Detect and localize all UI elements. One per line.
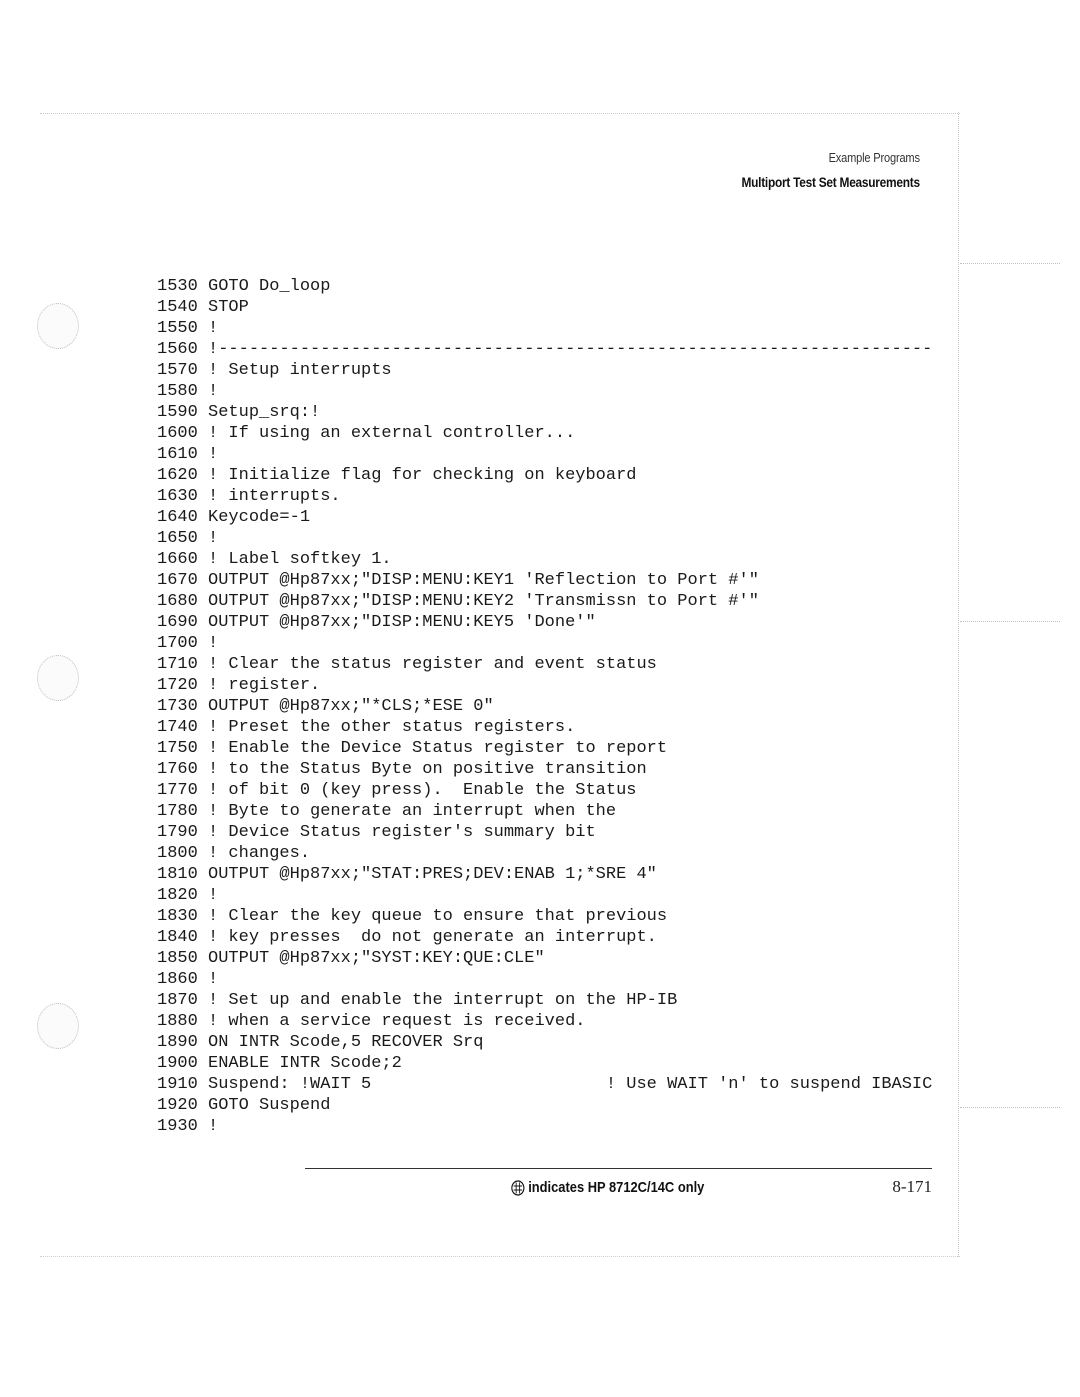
code-line: 1620 ! Initialize flag for checking on keyboard — [157, 466, 637, 485]
code-line: 1830 ! Clear the key queue to ensure that previous — [157, 907, 668, 926]
code-line: 1870 ! Set up and enable the interrupt on the HP-IB — [157, 991, 678, 1010]
code-line: 1670 OUTPUT @Hp87xx;"DISP:MENU:KEY1 'Reflection to Port #'" — [157, 571, 759, 590]
code-line: 1820 ! — [157, 886, 219, 905]
right-margin-rule — [958, 112, 959, 1257]
code-line: 1860 ! — [157, 970, 219, 989]
code-line: 1650 ! — [157, 529, 219, 548]
code-line: 1930 ! — [157, 1117, 219, 1136]
code-line: 1910 Suspend: !WAIT 5 ! Use WAIT 'n' to suspend IBASIC — [157, 1075, 933, 1094]
code-line: 1730 OUTPUT @Hp87xx;"*CLS;*ESE 0" — [157, 697, 494, 716]
code-line: 1790 ! Device Status register's summary bit — [157, 823, 596, 842]
code-line: 1700 ! — [157, 634, 219, 653]
page-number: 8-171 — [892, 1177, 932, 1196]
code-line: 1840 ! key presses do not generate an interrupt. — [157, 928, 657, 947]
code-line: 1740 ! Preset the other status registers. — [157, 718, 576, 737]
punch-hole — [37, 303, 79, 349]
code-line: 1850 OUTPUT @Hp87xx;"SYST:KEY:QUE:CLE" — [157, 949, 545, 968]
top-border-dots — [40, 113, 960, 114]
tab-mark — [960, 263, 1060, 264]
running-header — [710, 150, 920, 190]
code-line: 1800 ! changes. — [157, 844, 311, 863]
punch-hole — [37, 1003, 79, 1049]
code-line: 1760 ! to the Status Byte on positive transition — [157, 760, 647, 779]
code-line: 1660 ! Label softkey 1. — [157, 550, 392, 569]
bottom-border-dots — [40, 1256, 960, 1257]
code-line: 1590 Setup_srq:! — [157, 403, 321, 422]
code-line: 1570 ! Setup interrupts — [157, 361, 392, 380]
tab-mark — [960, 1107, 1060, 1108]
code-line: 1720 ! register. — [157, 676, 321, 695]
code-line: 1920 GOTO Suspend — [157, 1096, 331, 1115]
code-line: 1680 OUTPUT @Hp87xx;"DISP:MENU:KEY2 'Transmissn to Port #'" — [157, 592, 759, 611]
tab-mark — [960, 621, 1060, 622]
code-line: 1560 !---------------------------------------------------------------------- — [157, 340, 933, 359]
code-line: 1550 ! — [157, 319, 219, 338]
header-section-title: Example Programs — [828, 150, 920, 165]
code-line: 1530 GOTO Do_loop — [157, 277, 331, 296]
code-line: 1770 ! of bit 0 (key press). Enable the Status — [157, 781, 637, 800]
code-line: 1900 ENABLE INTR Scode;2 — [157, 1054, 402, 1073]
code-line: 1600 ! If using an external controller... — [157, 424, 576, 443]
code-line: 1580 ! — [157, 382, 219, 401]
code-line: 1780 ! Byte to generate an interrupt when the — [157, 802, 617, 821]
code-line: 1880 ! when a service request is received. — [157, 1012, 586, 1031]
code-line: 1710 ! Clear the status register and event status — [157, 655, 657, 674]
footer-note-text: indicates HP 8712C/14C only — [528, 1179, 705, 1196]
header-chapter-title: Multiport Test Set Measurements — [741, 174, 920, 190]
code-line: 1750 ! Enable the Device Status register to report — [157, 739, 668, 758]
footer-note — [511, 1179, 704, 1196]
code-line: 1690 OUTPUT @Hp87xx;"DISP:MENU:KEY5 'Done'" — [157, 613, 596, 632]
hp-8712c-14c-symbol-icon — [511, 1180, 525, 1196]
code-line: 1810 OUTPUT @Hp87xx;"STAT:PRES;DEV:ENAB 1;*SRE 4" — [157, 865, 657, 884]
code-line: 1630 ! interrupts. — [157, 487, 341, 506]
punch-hole — [37, 655, 79, 701]
code-line: 1640 Keycode=-1 — [157, 508, 311, 527]
footer-rule — [305, 1168, 932, 1169]
code-line: 1540 STOP — [157, 298, 249, 317]
code-listing — [157, 276, 947, 1137]
code-line: 1890 ON INTR Scode,5 RECOVER Srq — [157, 1033, 484, 1052]
code-line: 1610 ! — [157, 445, 219, 464]
